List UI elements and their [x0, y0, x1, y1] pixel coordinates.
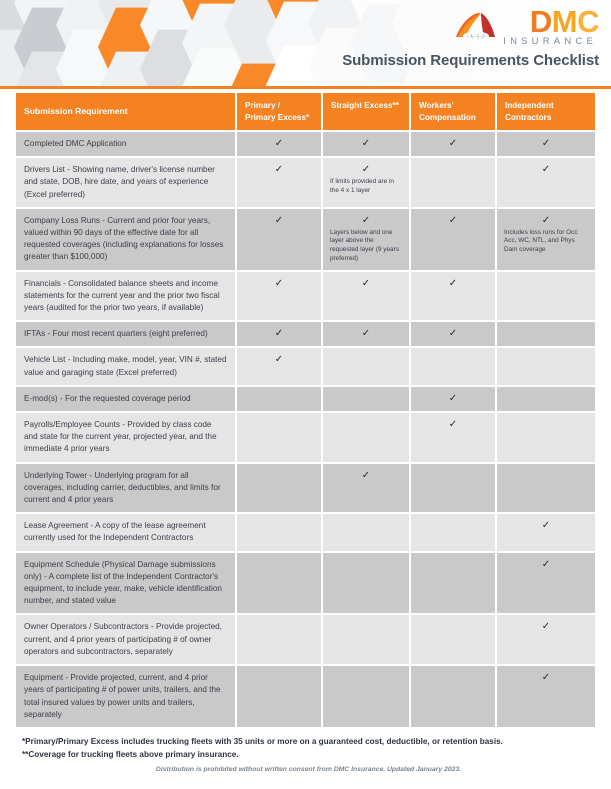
check-icon: ✓	[361, 469, 371, 481]
check-icon: ✓	[541, 138, 551, 149]
brand-letter-d: D	[529, 4, 552, 39]
coverage-cell-independent-contractors	[497, 464, 595, 515]
coverage-cell-workers-compensation	[411, 272, 497, 323]
requirement-cell: Company Loss Runs - Current and prior four years, valued within 90 days of the effective date for all requested coverages (including explanations for losses greater than $100,000)	[16, 209, 237, 272]
check-icon: ✓	[274, 164, 284, 176]
table-row	[16, 666, 595, 729]
check-icon: ✓	[274, 354, 284, 366]
requirement-cell: E-mod(s) - For the requested coverage period	[16, 387, 237, 413]
check-icon: ✓	[541, 214, 551, 226]
requirement-cell: Equipment - Provide projected, current, and 4 prior years of participating # of power units, trailers, and the total insured values by power units and trailers, separately	[16, 666, 237, 729]
coverage-cell-independent-contractors	[497, 209, 595, 272]
table-body	[16, 132, 595, 729]
table-head	[16, 93, 595, 132]
requirement-cell: Underlying Tower - Underlying program for all coverages, including carrier, deductibles, and limits for current and 4 prior years	[16, 464, 237, 515]
check-icon: ✓	[448, 138, 458, 149]
table-row	[16, 464, 595, 515]
check-icon: ✓	[361, 328, 371, 340]
coverage-cell-workers-compensation	[411, 413, 497, 464]
check-icon: ✓	[274, 138, 284, 149]
table-header-row	[16, 93, 595, 132]
table-row	[16, 413, 595, 464]
table-row	[16, 132, 595, 158]
coverage-cell-primary-primary-excess	[237, 387, 323, 413]
column-header-line-1: Workers'	[419, 101, 454, 110]
footnote-primary-excess: *Primary/Primary Excess includes trucking fleets with 35 units or more on a guaranteed cost, deductible, or retention basis.	[22, 736, 503, 746]
coverage-cell-straight-excess	[323, 209, 411, 272]
check-icon: ✓	[448, 214, 458, 226]
coverage-cell-primary-primary-excess	[237, 132, 323, 158]
column-header-line-1: Independent	[505, 101, 554, 110]
check-icon: ✓	[541, 621, 551, 633]
check-icon: ✓	[448, 392, 458, 404]
column-header-line-2: Primary Excess*	[245, 112, 310, 122]
coverage-cell-independent-contractors	[497, 413, 595, 464]
coverage-cell-independent-contractors	[497, 615, 595, 666]
column-header-submission-requirement: Submission Requirement	[16, 93, 237, 132]
coverage-cell-primary-primary-excess	[237, 553, 323, 616]
cell-note: Layers below and one layer above the requested layer (9 years preferred)	[330, 228, 399, 262]
coverage-cell-independent-contractors	[497, 322, 595, 348]
coverage-cell-primary-primary-excess	[237, 464, 323, 515]
coverage-cell-straight-excess	[323, 348, 411, 386]
distribution-disclaimer: Distribution is prohibited without written consent from DMC Insurance. Updated January 2023.	[155, 765, 462, 773]
coverage-cell-independent-contractors	[497, 514, 595, 552]
coverage-cell-straight-excess	[323, 158, 411, 209]
table-row	[16, 209, 595, 272]
table-row	[16, 553, 595, 616]
coverage-cell-primary-primary-excess	[237, 272, 323, 323]
coverage-cell-primary-primary-excess	[237, 209, 323, 272]
coverage-cell-workers-compensation	[411, 158, 497, 209]
footnotes-block	[0, 729, 611, 773]
column-header-primary-primary-excess	[237, 93, 323, 132]
table-row	[16, 615, 595, 666]
coverage-cell-independent-contractors	[497, 158, 595, 209]
requirement-cell: Equipment Schedule (Physical Damage submissions only) - A complete list of the Independent Contractor's equipment, to include year, make, vehicle identification number, and stated value	[16, 553, 237, 616]
brand-block	[342, 6, 599, 69]
requirement-cell: IFTAs - Four most recent quarters (eight preferred)	[16, 322, 237, 348]
check-icon: ✓	[361, 277, 371, 289]
check-icon: ✓	[361, 214, 371, 226]
coverage-cell-workers-compensation	[411, 132, 497, 158]
column-header-independent-contractors	[497, 93, 595, 132]
coverage-cell-straight-excess	[323, 132, 411, 158]
coverage-cell-straight-excess	[323, 322, 411, 348]
table-row	[16, 514, 595, 552]
coverage-cell-straight-excess	[323, 553, 411, 616]
check-icon: ✓	[448, 328, 458, 340]
submission-requirements-table	[16, 93, 595, 729]
check-icon: ✓	[448, 419, 458, 431]
coverage-cell-straight-excess	[323, 666, 411, 729]
coverage-cell-primary-primary-excess	[237, 413, 323, 464]
check-icon: ✓	[361, 138, 371, 149]
coverage-cell-workers-compensation	[411, 348, 497, 386]
brand-wordmark	[503, 6, 599, 37]
check-icon: ✓	[361, 164, 371, 176]
coverage-cell-workers-compensation	[411, 553, 497, 616]
column-header-line-2: Compensation	[419, 112, 476, 122]
coverage-cell-independent-contractors	[497, 348, 595, 386]
cell-note: Includes loss runs for Occ Acc, WC, NTL, and Phys Dam coverage	[504, 228, 578, 253]
check-icon: ✓	[541, 672, 551, 684]
requirement-cell: Drivers List - Showing name, driver's license number and state, DOB, hire date, and years of experience (Excel preferred)	[16, 158, 237, 209]
coverage-cell-straight-excess	[323, 615, 411, 666]
table-row	[16, 387, 595, 413]
coverage-cell-straight-excess	[323, 464, 411, 515]
check-icon: ✓	[274, 328, 284, 340]
page-header	[0, 0, 611, 86]
coverage-cell-workers-compensation	[411, 322, 497, 348]
coverage-cell-primary-primary-excess	[237, 615, 323, 666]
column-header-workers-compensation	[411, 93, 497, 132]
footnote-straight-excess: **Coverage for trucking fleets above primary insurance.	[22, 749, 239, 759]
brand-subtitle: INSURANCE	[503, 36, 597, 47]
check-icon: ✓	[274, 214, 284, 226]
table-row	[16, 348, 595, 386]
requirement-cell: Owner Operators / Subcontractors - Provide projected, current, and 4 prior years of participating # of owner operators and subcontractors, separately	[16, 615, 237, 666]
coverage-cell-independent-contractors	[497, 132, 595, 158]
coverage-cell-straight-excess	[323, 413, 411, 464]
coverage-cell-workers-compensation	[411, 387, 497, 413]
check-icon: ✓	[541, 558, 551, 570]
requirement-cell: Completed DMC Application	[16, 132, 237, 158]
coverage-cell-primary-primary-excess	[237, 666, 323, 729]
coverage-cell-primary-primary-excess	[237, 158, 323, 209]
coverage-cell-primary-primary-excess	[237, 514, 323, 552]
brand-letter-m: M	[551, 4, 578, 39]
requirement-cell: Lease Agreement - A copy of the lease agreement currently used for the Independent Contractors	[16, 514, 237, 552]
coverage-cell-primary-primary-excess	[237, 322, 323, 348]
requirement-cell: Vehicle List - Including make, model, year, VIN #, stated value and garaging state (Excel preferred)	[16, 348, 237, 386]
coverage-cell-independent-contractors	[497, 387, 595, 413]
check-icon: ✓	[448, 277, 458, 289]
coverage-cell-workers-compensation	[411, 209, 497, 272]
logo-row	[342, 6, 599, 47]
coverage-cell-workers-compensation	[411, 514, 497, 552]
column-header-straight-excess	[323, 93, 411, 132]
coverage-cell-workers-compensation	[411, 464, 497, 515]
check-icon: ✓	[274, 277, 284, 289]
coverage-cell-independent-contractors	[497, 272, 595, 323]
brand-letter-c: C	[577, 4, 599, 39]
requirement-cell: Financials - Consolidated balance sheets and income statements for the current year and the prior two fiscal years (audited for the prior two years, if available)	[16, 272, 237, 323]
coverage-cell-independent-contractors	[497, 666, 595, 729]
check-icon: ✓	[541, 164, 551, 176]
coverage-cell-primary-primary-excess	[237, 348, 323, 386]
coverage-cell-workers-compensation	[411, 615, 497, 666]
column-header-line-1: Straight Excess**	[331, 101, 399, 110]
coverage-cell-straight-excess	[323, 514, 411, 552]
column-header-line-2: Contractors	[505, 112, 552, 122]
coverage-cell-straight-excess	[323, 272, 411, 323]
table-row	[16, 158, 595, 209]
requirement-cell: Payrolls/Employee Counts - Provided by class code and state for the current year, projected year, and the immediate 4 prior years	[16, 413, 237, 464]
page-title: Submission Requirements Checklist	[342, 52, 599, 69]
coverage-cell-independent-contractors	[497, 553, 595, 616]
table-row	[16, 272, 595, 323]
dmc-swoosh-logo-mark	[454, 12, 498, 42]
check-icon: ✓	[541, 520, 551, 532]
coverage-cell-workers-compensation	[411, 666, 497, 729]
checklist-table-wrapper	[0, 89, 611, 729]
column-header-line-1: Primary /	[245, 101, 281, 110]
coverage-cell-straight-excess	[323, 387, 411, 413]
cell-note: If limits provided are in the 4 x 1 layer	[330, 178, 394, 194]
table-row	[16, 322, 595, 348]
